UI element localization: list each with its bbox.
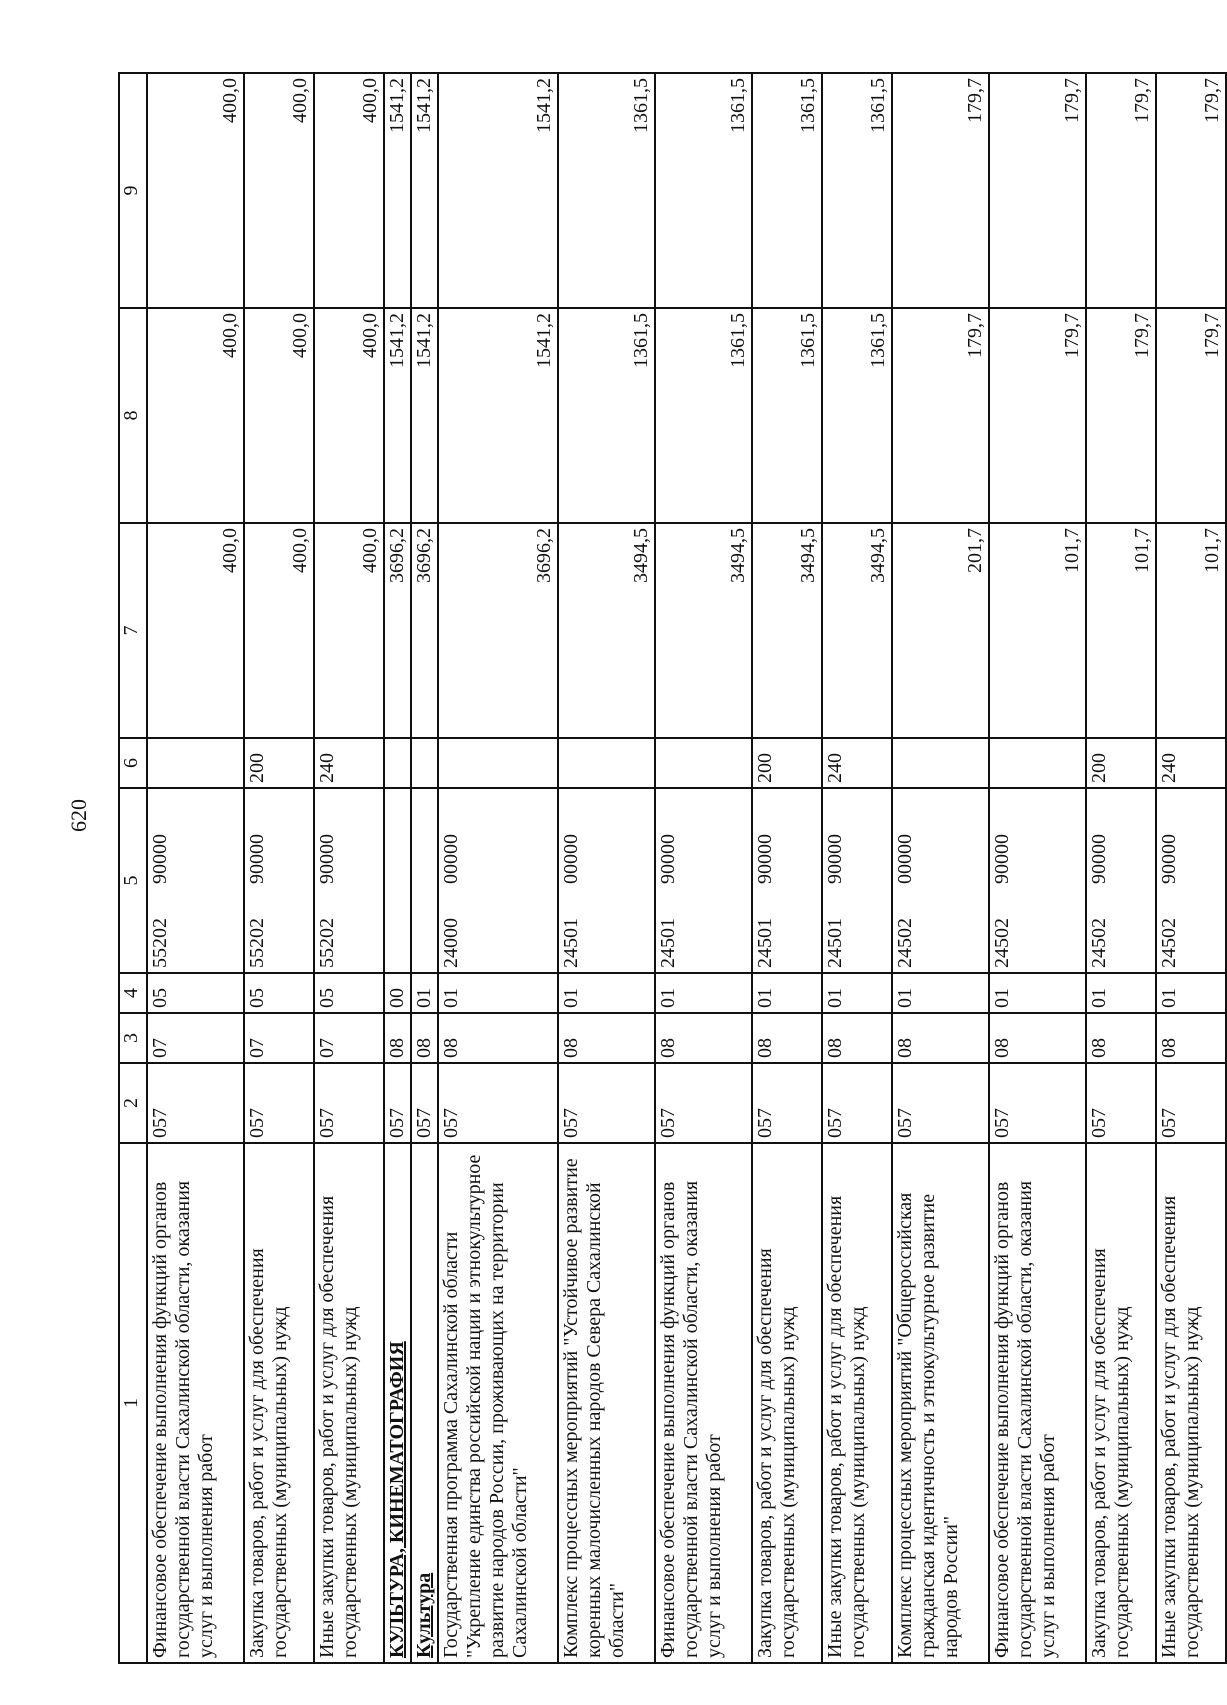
- table-row: [147, 73, 244, 1663]
- subsection-code-cell: 05: [314, 973, 384, 1013]
- subsection-code-cell: 01: [822, 973, 892, 1013]
- target-article-cell: [147, 788, 244, 973]
- ministry-code-cell: 057: [1086, 1063, 1156, 1143]
- column-header: 8: [119, 308, 147, 523]
- row-name-cell: Финансовое обеспечение выполнения функций органов государственной власти Сахалинской области, оказания услуг и выполнения работ: [655, 1143, 752, 1663]
- subsection-code-cell: 05: [147, 973, 244, 1013]
- amount-col8-cell: 179,7: [892, 308, 989, 523]
- target-article-part2: 90000: [1158, 834, 1180, 884]
- target-article-cell: [244, 788, 314, 973]
- amount-col9-cell: 400,0: [147, 73, 244, 308]
- amount-col8-cell: 400,0: [147, 308, 244, 523]
- target-article-cell: [1156, 788, 1226, 973]
- amount-col8-cell: 179,7: [1086, 308, 1156, 523]
- ministry-code-cell: 057: [1156, 1063, 1226, 1143]
- amount-col8-cell: 1361,5: [752, 308, 822, 523]
- expense-type-cell: 240: [314, 738, 384, 788]
- table-row: [411, 73, 438, 1663]
- row-name-cell: Иные закупки товаров, работ и услуг для обеспечения государственных (муниципальных) нужд: [822, 1143, 892, 1663]
- section-code-cell: 08: [752, 1013, 822, 1063]
- ministry-code-cell: 057: [558, 1063, 655, 1143]
- amount-col9-cell: 1541,2: [384, 73, 411, 308]
- expense-type-cell: 240: [1156, 738, 1226, 788]
- row-name-cell: Комплекс процессных мероприятий "Устойчивое развитие коренных малочисленных народов Севера Сахалинской области": [558, 1143, 655, 1663]
- target-article-cell: [892, 788, 989, 973]
- amount-col8-cell: 1541,2: [438, 308, 558, 523]
- row-name-cell: Финансовое обеспечение выполнения функций органов государственной власти Сахалинской области, оказания услуг и выполнения работ: [147, 1143, 244, 1663]
- ministry-code-cell: 057: [314, 1063, 384, 1143]
- subsection-code-cell: 01: [892, 973, 989, 1013]
- section-code-cell: 07: [244, 1013, 314, 1063]
- section-code-cell: 07: [314, 1013, 384, 1063]
- target-article-part2: 90000: [149, 834, 171, 884]
- table-row: [989, 73, 1086, 1663]
- amount-col9-cell: 400,0: [314, 73, 384, 308]
- target-article-cell: [411, 788, 438, 973]
- target-article-cell: [752, 788, 822, 973]
- amount-col8-cell: 1541,2: [384, 308, 411, 523]
- amount-col8-cell: 400,0: [244, 308, 314, 523]
- amount-col9-cell: 179,7: [1086, 73, 1156, 308]
- target-article-part2: 00000: [894, 834, 916, 884]
- target-article-part1: 24501: [657, 918, 679, 968]
- target-article-part2: 90000: [991, 834, 1013, 884]
- table-row: [822, 73, 892, 1663]
- subsection-code-cell: 01: [655, 973, 752, 1013]
- amount-col8-cell: 1361,5: [822, 308, 892, 523]
- section-code-cell: 08: [1086, 1013, 1156, 1063]
- amount-col9-cell: 179,7: [892, 73, 989, 308]
- target-article-part1: 55202: [149, 918, 171, 968]
- section-code-cell: 08: [989, 1013, 1086, 1063]
- ministry-code-cell: 057: [655, 1063, 752, 1143]
- ministry-code-cell: 057: [411, 1063, 438, 1143]
- target-article-part1: 24000: [440, 918, 462, 968]
- amount-col7-cell: 101,7: [1156, 523, 1226, 738]
- target-article-part1: 24502: [991, 918, 1013, 968]
- target-article-cell: [558, 788, 655, 973]
- amount-col9-cell: 400,0: [244, 73, 314, 308]
- section-code-cell: 08: [892, 1013, 989, 1063]
- amount-col9-cell: 1541,2: [411, 73, 438, 308]
- row-name-cell: Закупка товаров, работ и услуг для обеспечения государственных (муниципальных) нужд: [1086, 1143, 1156, 1663]
- row-name-cell: Иные закупки товаров, работ и услуг для обеспечения государственных (муниципальных) нужд: [314, 1143, 384, 1663]
- table-row: [752, 73, 822, 1663]
- row-name-cell: Закупка товаров, работ и услуг для обеспечения государственных (муниципальных) нужд: [244, 1143, 314, 1663]
- expense-type-cell: [147, 738, 244, 788]
- expense-type-cell: 200: [752, 738, 822, 788]
- column-header: 7: [119, 523, 147, 738]
- target-article-cell: [384, 788, 411, 973]
- target-article-cell: [655, 788, 752, 973]
- expense-type-cell: [384, 738, 411, 788]
- amount-col8-cell: 400,0: [314, 308, 384, 523]
- target-article-cell: [314, 788, 384, 973]
- section-code-cell: 08: [438, 1013, 558, 1063]
- subsection-code-cell: 00: [384, 973, 411, 1013]
- rotated-page-content: [118, 74, 1223, 1664]
- table-row: [892, 73, 989, 1663]
- table-header-row: [119, 73, 147, 1663]
- column-header: 1: [119, 1143, 147, 1663]
- column-header: 9: [119, 73, 147, 308]
- target-article-part1: 24501: [754, 918, 776, 968]
- table-row: [244, 73, 314, 1663]
- subsection-code-cell: 01: [438, 973, 558, 1013]
- table-row: [1156, 73, 1226, 1663]
- section-code-cell: 08: [384, 1013, 411, 1063]
- amount-col9-cell: 1361,5: [752, 73, 822, 308]
- target-article-cell: [989, 788, 1086, 973]
- ministry-code-cell: 057: [384, 1063, 411, 1143]
- amount-col9-cell: 1541,2: [438, 73, 558, 308]
- expense-type-cell: [558, 738, 655, 788]
- subsection-code-cell: 01: [411, 973, 438, 1013]
- page-number: 620: [66, 799, 91, 832]
- amount-col7-cell: 201,7: [892, 523, 989, 738]
- target-article-part2: 00000: [440, 834, 462, 884]
- target-article-part2: 90000: [246, 834, 268, 884]
- amount-col9-cell: 1361,5: [822, 73, 892, 308]
- target-article-part2: 00000: [560, 834, 582, 884]
- ministry-code-cell: 057: [244, 1063, 314, 1143]
- target-article-part2: 90000: [657, 834, 679, 884]
- target-article-part1: 55202: [316, 918, 338, 968]
- column-header: 4: [119, 973, 147, 1013]
- amount-col7-cell: 101,7: [1086, 523, 1156, 738]
- amount-col7-cell: 3494,5: [822, 523, 892, 738]
- row-name-cell: КУЛЬТУРА, КИНЕМАТОГРАФИЯ: [384, 1143, 411, 1663]
- amount-col7-cell: 3696,2: [384, 523, 411, 738]
- target-article-part1: 24502: [1088, 918, 1110, 968]
- ministry-code-cell: 057: [989, 1063, 1086, 1143]
- amount-col7-cell: 400,0: [147, 523, 244, 738]
- ministry-code-cell: 057: [752, 1063, 822, 1143]
- table-row: [558, 73, 655, 1663]
- target-article-part2: 90000: [824, 834, 846, 884]
- expense-type-cell: [989, 738, 1086, 788]
- expense-type-cell: 200: [1086, 738, 1156, 788]
- amount-col9-cell: 1361,5: [558, 73, 655, 308]
- row-name-cell: Финансовое обеспечение выполнения функций органов государственной власти Сахалинской области, оказания услуг и выполнения работ: [989, 1143, 1086, 1663]
- row-name-cell: Культура: [411, 1143, 438, 1663]
- column-header: 5: [119, 788, 147, 973]
- target-article-cell: [822, 788, 892, 973]
- table-row: [314, 73, 384, 1663]
- column-header: 3: [119, 1013, 147, 1063]
- expense-type-cell: 200: [244, 738, 314, 788]
- amount-col7-cell: 3696,2: [411, 523, 438, 738]
- subsection-code-cell: 01: [1156, 973, 1226, 1013]
- expense-type-cell: 240: [822, 738, 892, 788]
- amount-col8-cell: 1541,2: [411, 308, 438, 523]
- row-name-cell: Закупка товаров, работ и услуг для обеспечения государственных (муниципальных) нужд: [752, 1143, 822, 1663]
- expense-type-cell: [655, 738, 752, 788]
- table-row: [1086, 73, 1156, 1663]
- section-code-cell: 07: [147, 1013, 244, 1063]
- amount-col7-cell: 3494,5: [655, 523, 752, 738]
- amount-col7-cell: 400,0: [314, 523, 384, 738]
- target-article-part1: 24501: [824, 918, 846, 968]
- section-code-cell: 08: [655, 1013, 752, 1063]
- amount-col9-cell: 1361,5: [655, 73, 752, 308]
- amount-col9-cell: 179,7: [1156, 73, 1226, 308]
- ministry-code-cell: 057: [892, 1063, 989, 1143]
- target-article-part2: 90000: [754, 834, 776, 884]
- expense-type-cell: [438, 738, 558, 788]
- table-row: [438, 73, 558, 1663]
- budget-table: [118, 72, 1227, 1664]
- amount-col8-cell: 1361,5: [655, 308, 752, 523]
- expense-type-cell: [411, 738, 438, 788]
- amount-col8-cell: 179,7: [989, 308, 1086, 523]
- section-code-cell: 08: [411, 1013, 438, 1063]
- amount-col7-cell: 101,7: [989, 523, 1086, 738]
- amount-col7-cell: 400,0: [244, 523, 314, 738]
- column-header: 2: [119, 1063, 147, 1143]
- subsection-code-cell: 01: [989, 973, 1086, 1013]
- subsection-code-cell: 01: [1086, 973, 1156, 1013]
- target-article-part1: 24501: [560, 918, 582, 968]
- ministry-code-cell: 057: [438, 1063, 558, 1143]
- table-row: [384, 73, 411, 1663]
- target-article-part1: 24502: [1158, 918, 1180, 968]
- amount-col7-cell: 3696,2: [438, 523, 558, 738]
- subsection-code-cell: 01: [752, 973, 822, 1013]
- amount-col9-cell: 179,7: [989, 73, 1086, 308]
- subsection-code-cell: 05: [244, 973, 314, 1013]
- row-name-cell: Иные закупки товаров, работ и услуг для обеспечения государственных (муниципальных) нужд: [1156, 1143, 1226, 1663]
- section-code-cell: 08: [822, 1013, 892, 1063]
- ministry-code-cell: 057: [147, 1063, 244, 1143]
- target-article-part1: 24502: [894, 918, 916, 968]
- target-article-part1: 55202: [246, 918, 268, 968]
- column-header: 6: [119, 738, 147, 788]
- table-row: [655, 73, 752, 1663]
- target-article-cell: [438, 788, 558, 973]
- section-code-cell: 08: [558, 1013, 655, 1063]
- amount-col7-cell: 3494,5: [752, 523, 822, 738]
- expense-type-cell: [892, 738, 989, 788]
- target-article-cell: [1086, 788, 1156, 973]
- row-name-cell: Государственная программа Сахалинской области "Укрепление единства российской нации и этнокультурное развитие народов России, проживающих на территории Сахалинской области": [438, 1143, 558, 1663]
- target-article-part2: 90000: [1088, 834, 1110, 884]
- ministry-code-cell: 057: [822, 1063, 892, 1143]
- subsection-code-cell: 01: [558, 973, 655, 1013]
- section-code-cell: 08: [1156, 1013, 1226, 1063]
- target-article-part2: 90000: [316, 834, 338, 884]
- row-name-cell: Комплекс процессных мероприятий "Общероссийская гражданская идентичность и этнокультурное развитие народов России": [892, 1143, 989, 1663]
- amount-col8-cell: 1361,5: [558, 308, 655, 523]
- amount-col7-cell: 3494,5: [558, 523, 655, 738]
- amount-col8-cell: 179,7: [1156, 308, 1226, 523]
